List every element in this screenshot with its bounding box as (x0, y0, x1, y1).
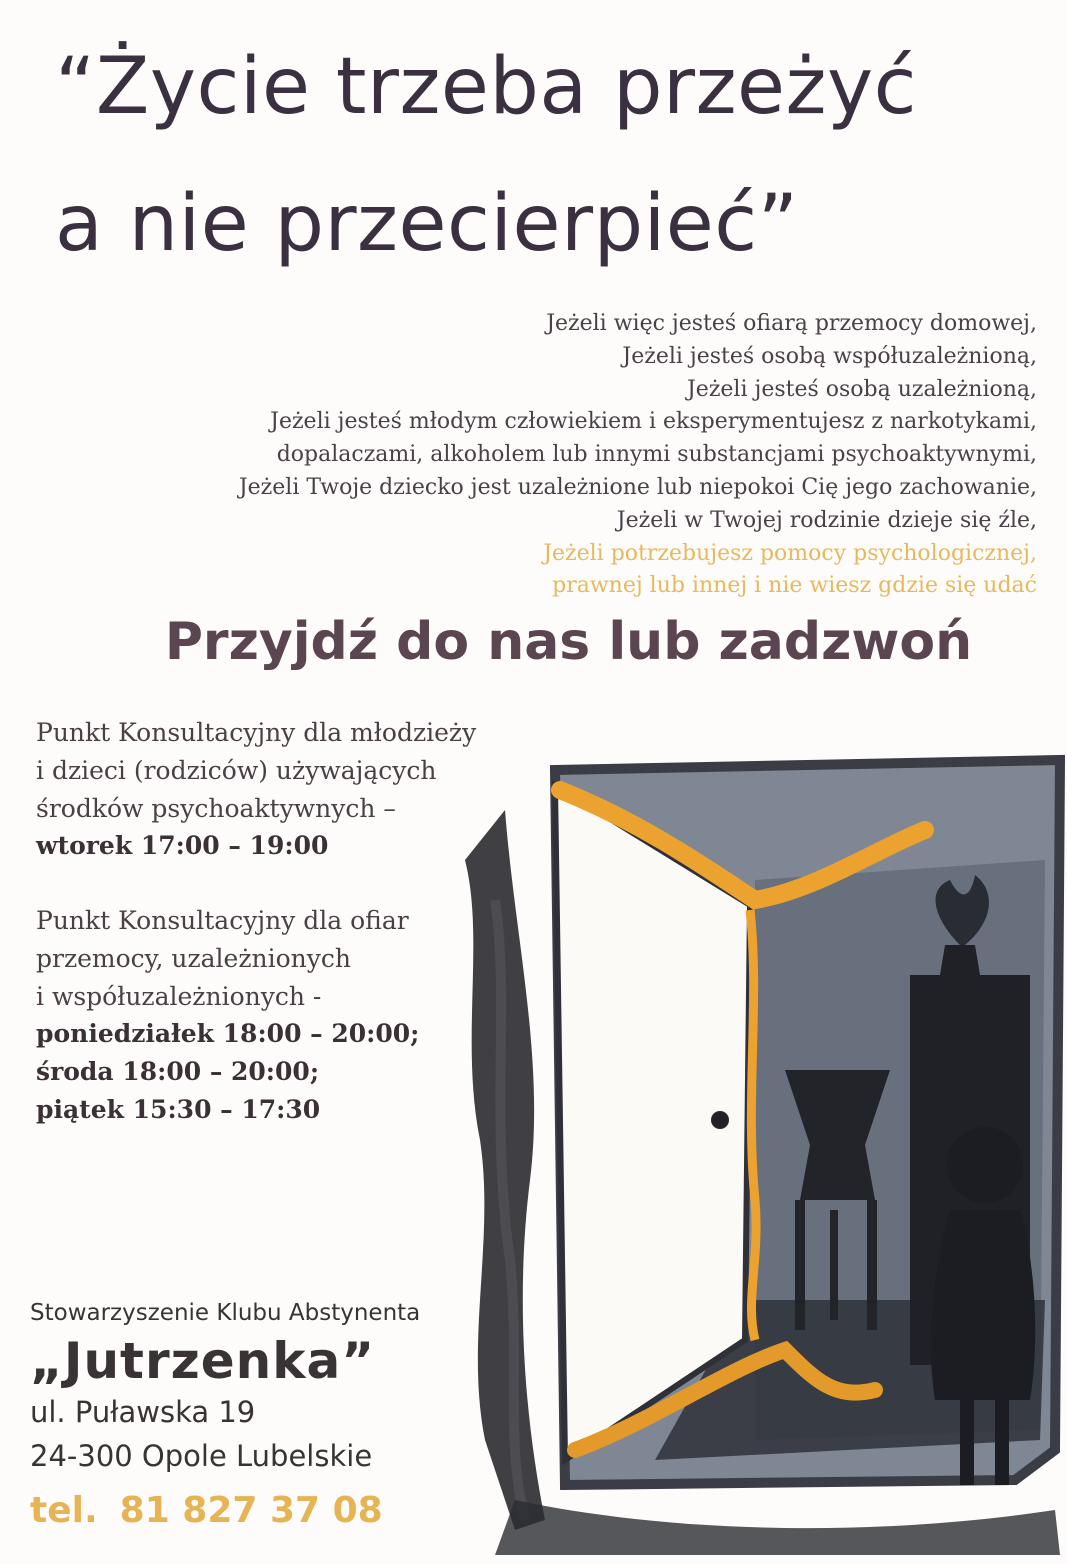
consult-youth-line: środków psychoaktywnych – (36, 793, 396, 823)
intro-line: dopalaczami, alkoholem lub innymi substancjami psychoaktywnymi, (276, 442, 1037, 468)
consult-youth-line: i dzieci (rodziców) używających (36, 755, 437, 785)
consult-victims-line: Punkt Konsultacyjny dla ofiar (36, 906, 409, 935)
organization-street: ul. Puławska 19 (30, 1395, 256, 1429)
door-painting-illustration (455, 740, 1065, 1560)
consult-youth-hours: wtorek 17:00 – 19:00 (36, 831, 329, 861)
organization-name: „Jutrzenka” (30, 1332, 376, 1390)
consult-victims-hours: środa 18:00 – 20:00; (36, 1057, 320, 1087)
intro-line: Jeżeli jesteś osobą uzależnioną, (686, 376, 1037, 402)
phone-label: tel. (30, 1490, 98, 1531)
consult-victims-hours: piątek 15:30 – 17:30 (36, 1094, 321, 1124)
consult-victims-block (36, 902, 516, 1129)
consult-victims-hours: poniedziałek 18:00 – 20:00; (36, 1019, 420, 1049)
intro-accent-line: prawnej lub innej i nie wiesz gdzie się udać (552, 573, 1037, 599)
intro-line: Jeżeli jesteś młodym człowiekiem i eksperymentujesz z narkotykami, (270, 409, 1037, 435)
headline-line-1: “Życie trzeba przeżyć (55, 42, 918, 132)
intro-accent-line: Jeżeli potrzebujesz pomocy psychologicznej, (543, 540, 1037, 566)
headline-line-2: a nie przecierpieć” (55, 179, 799, 269)
intro-line: Jeżeli Twoje dziecko jest uzależnione lub niepokoi Cię jego zachowanie, (238, 474, 1037, 500)
intro-line: Jeżeli jesteś osobą współuzależnioną, (622, 343, 1037, 369)
consult-youth-block (36, 714, 516, 865)
phone-line (30, 1490, 383, 1531)
intro-text (137, 308, 1037, 603)
phone-number: 81 827 37 08 (119, 1490, 383, 1531)
intro-line: Jeżeli więc jesteś ofiarą przemocy domowej, (546, 311, 1037, 336)
organization-type: Stowarzyszenie Klubu Abstynenta (30, 1300, 421, 1326)
consult-victims-line: przemocy, uzależnionych (36, 943, 351, 973)
organization-block (30, 1300, 420, 1478)
consult-youth-line: Punkt Konsultacyjny dla młodzieży (36, 718, 477, 747)
consult-victims-line: i współuzależnionych - (36, 981, 322, 1011)
intro-line: Jeżeli w Twojej rodzinie dzieje się źle, (616, 507, 1037, 533)
organization-city: 24-300 Opole Lubelskie (30, 1439, 373, 1473)
call-to-action: Przyjdź do nas lub zadzwoń (164, 612, 973, 672)
